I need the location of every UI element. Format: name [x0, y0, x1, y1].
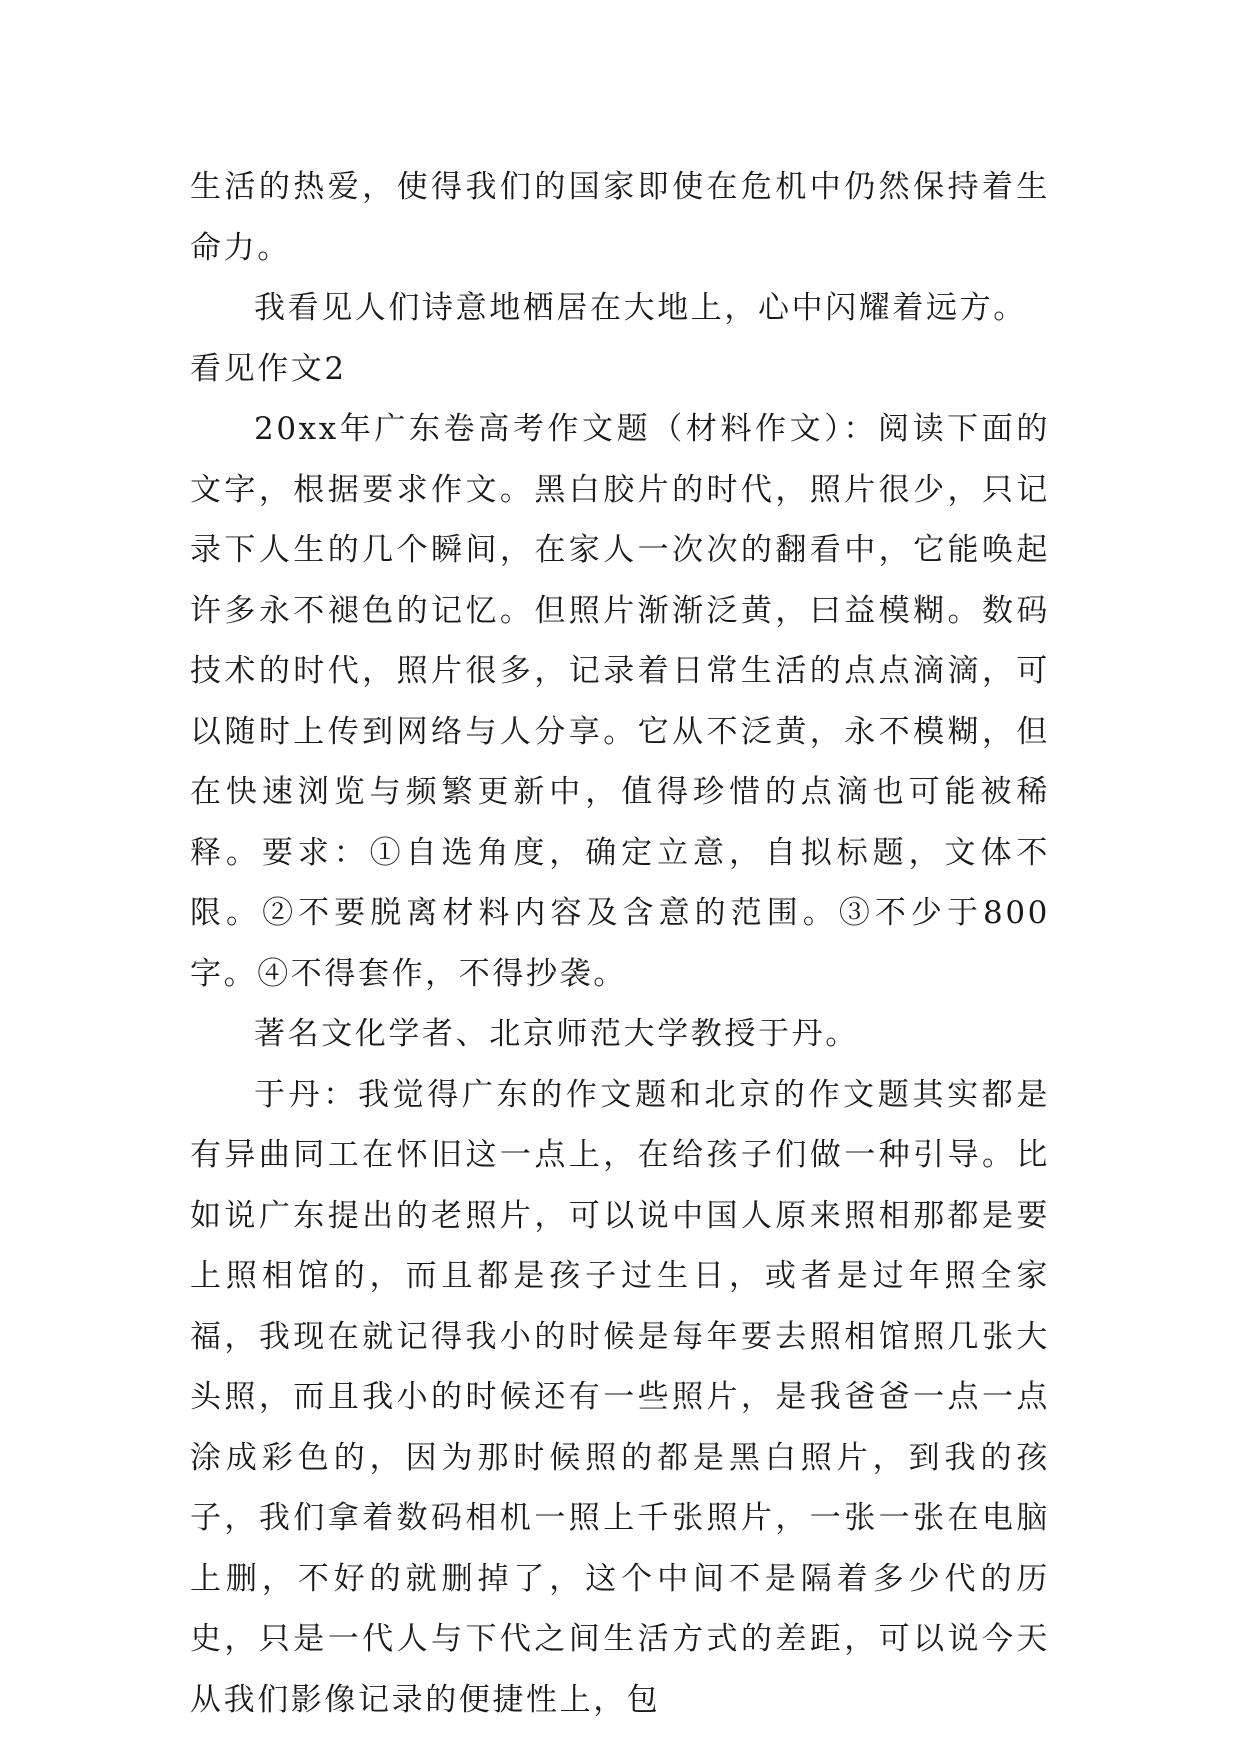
section-heading: 看见作文2	[190, 350, 347, 387]
paragraph-continuation: 生活的热爱，使得我们的国家即使在危机中仍然保持着生命力。	[190, 169, 1050, 266]
document-body	[190, 157, 1050, 1730]
paragraph-poetic-line: 我看见人们诗意地栖居在大地上，心中闪耀着远方。	[254, 290, 1027, 326]
paragraph-scholar-intro: 著名文化学者、北京师范大学教授于丹。	[254, 1016, 859, 1052]
paragraph-exam-prompt: 20xx年广东卷高考作文题（材料作文）：阅读下面的文字，根据要求作文。黑白胶片的时代，照片很少，只记录下人生的几个瞬间，在家人一次次的翻看中，它能唤起许多永不褪色的记忆。但照片渐渐泛黄，曰益模糊。数码技术的时代，照片很多，记录着日常生活的点点滴滴，可以随时上传到网络与人分享。它从不泛黄，永不模糊，但在快速浏览与频繁更新中，值得珍惜的点滴也可能被稀释。要求：①自选角度，确定立意，自拟标题，文体不限。②不要脱离材料内容及含意的范围。③不少于800字。④不得套作，不得抄袭。	[190, 411, 1050, 992]
paragraph-yu-dan-comment: 于丹：我觉得广东的作文题和北京的作文题其实都是有异曲同工在怀旧这一点上，在给孩子们做一种引导。比如说广东提出的老照片，可以说中国人原来照相那都是要上照相馆的，而且都是孩子过生日，或者是过年照全家福，我现在就记得我小的时候是每年要去照相馆照几张大头照，而且我小的时候还有一些照片，是我爸爸一点一点涂成彩色的，因为那时候照的都是黑白照片，到我的孩子，我们拿着数码相机一照上千张照片，一张一张在电脑上删，不好的就删掉了，这个中间不是隔着多少代的历史，只是一代人与下代之间生活方式的差距，可以说今天从我们影像记录的便捷性上，包	[190, 1076, 1050, 1718]
